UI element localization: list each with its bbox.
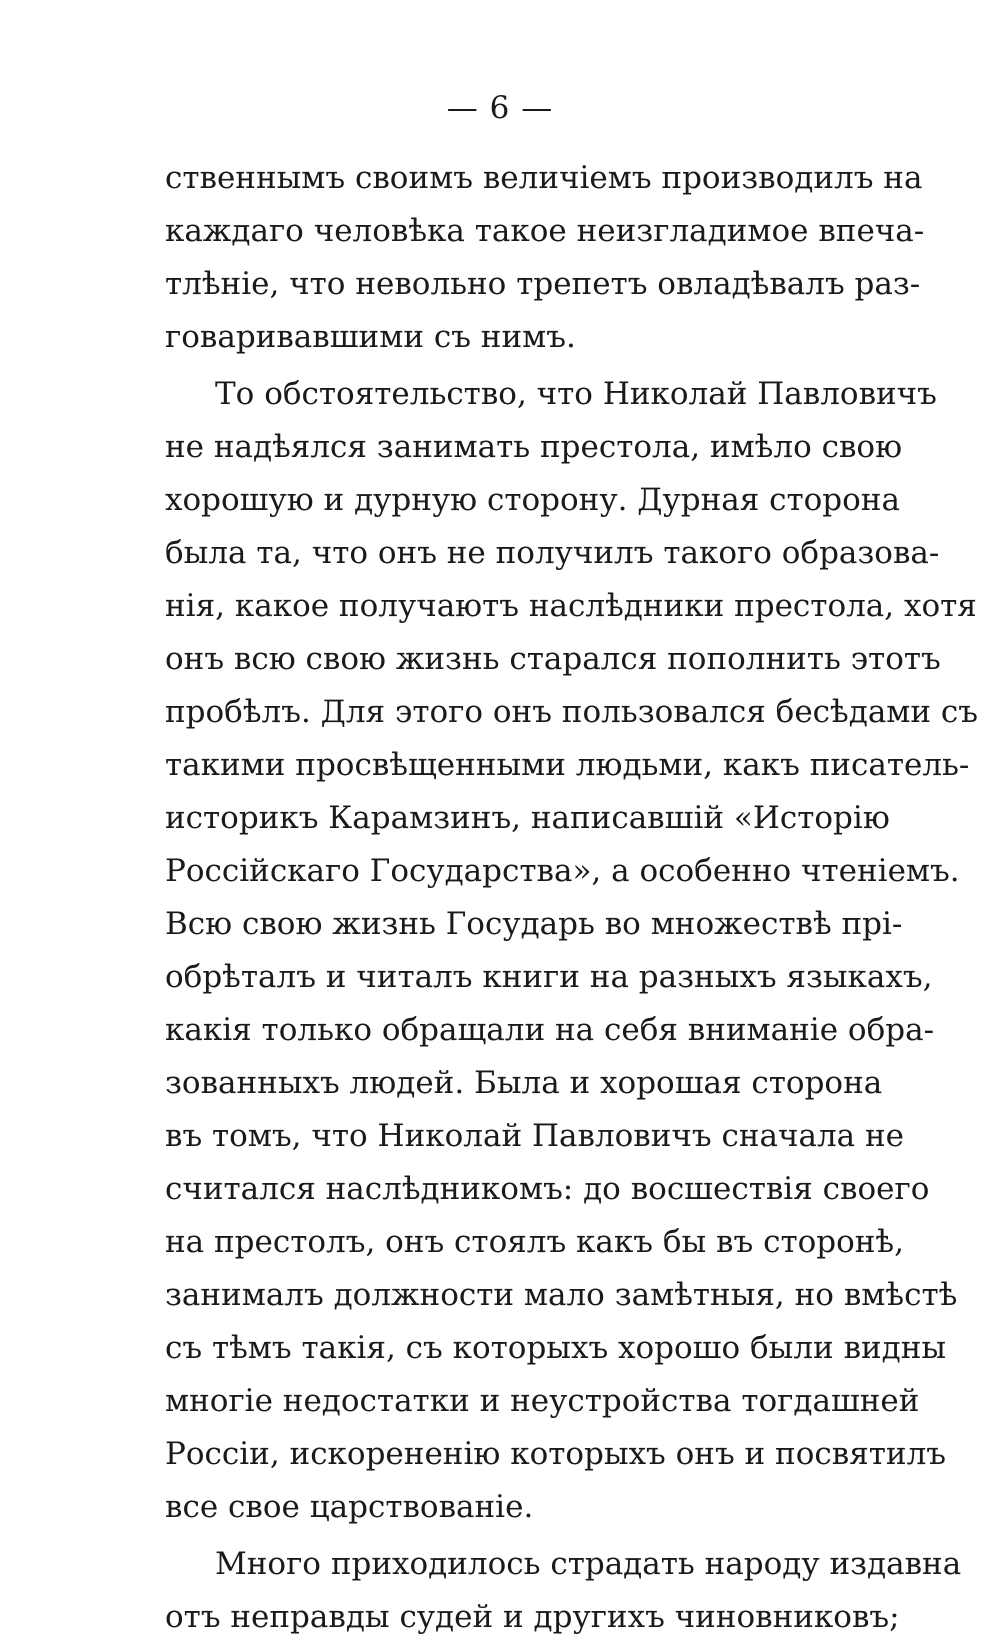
text-line: ственнымъ своимъ величіемъ производилъ на xyxy=(165,160,923,196)
text-line: отъ неправды судей и другихъ чиновниковъ; xyxy=(165,1599,900,1635)
text-line: каждаго человѣка такое неизгладимое впеча- xyxy=(165,213,925,249)
text-line: тлѣніе, что невольно трепетъ овладѣвалъ раз- xyxy=(165,266,921,302)
text-line: онъ всю свою жизнь старался пополнить этотъ xyxy=(165,641,941,677)
text-line: на престолъ, онъ стоялъ какъ бы въ сторонѣ, xyxy=(165,1224,904,1260)
text-line: считался наслѣдникомъ: до восшествія своего xyxy=(165,1171,930,1207)
text-line: Много приходилось страдать народу издавна xyxy=(215,1546,962,1582)
paragraph xyxy=(165,368,979,1534)
text-line: говаривавшими съ нимъ. xyxy=(165,319,576,355)
text-line: многіе недостатки и неустройства тогдашней xyxy=(165,1383,920,1419)
text-line: пробѣлъ. Для этого онъ пользовался бесѣдами съ xyxy=(165,694,979,730)
text-line: въ томъ, что Николай Павловичъ сначала не xyxy=(165,1118,905,1154)
text-line: была та, что онъ не получилъ такого образова- xyxy=(165,535,940,571)
text-line: зованныхъ людей. Была и хорошая сторона xyxy=(165,1065,883,1101)
body-text xyxy=(165,152,979,1644)
paragraph xyxy=(165,152,925,364)
paragraph xyxy=(165,1538,962,1644)
text-line: То обстоятельство, что Николай Павловичъ xyxy=(215,376,937,412)
text-line: Всю свою жизнь Государь во множествѣ прі- xyxy=(165,906,903,942)
text-line: какія только обращали на себя вниманіе обра- xyxy=(165,1012,935,1048)
text-line: историкъ Карамзинъ, написавшій «Исторію xyxy=(165,800,890,836)
text-line: обрѣталъ и читалъ книги на разныхъ языкахъ, xyxy=(165,959,933,995)
text-line: такими просвѣщенными людьми, какъ писатель- xyxy=(165,747,970,783)
text-line: съ тѣмъ такія, съ которыхъ хорошо были видны xyxy=(165,1330,947,1366)
text-line: все свое царствованіе. xyxy=(165,1489,534,1525)
text-line: нія, какое получаютъ наслѣдники престола, хотя xyxy=(165,588,977,624)
text-line: Россіи, искорененію которыхъ онъ и посвятилъ xyxy=(165,1436,946,1472)
text-line: хорошую и дурную сторону. Дурная сторона xyxy=(165,482,900,518)
page-number: — 6 — xyxy=(446,90,554,126)
text-line: занималъ должности мало замѣтныя, но вмѣстѣ xyxy=(165,1277,958,1313)
text-line: не надѣялся занимать престола, имѣло свою xyxy=(165,429,903,465)
text-line: Россійскаго Государства», а особенно чтеніемъ. xyxy=(165,853,960,889)
